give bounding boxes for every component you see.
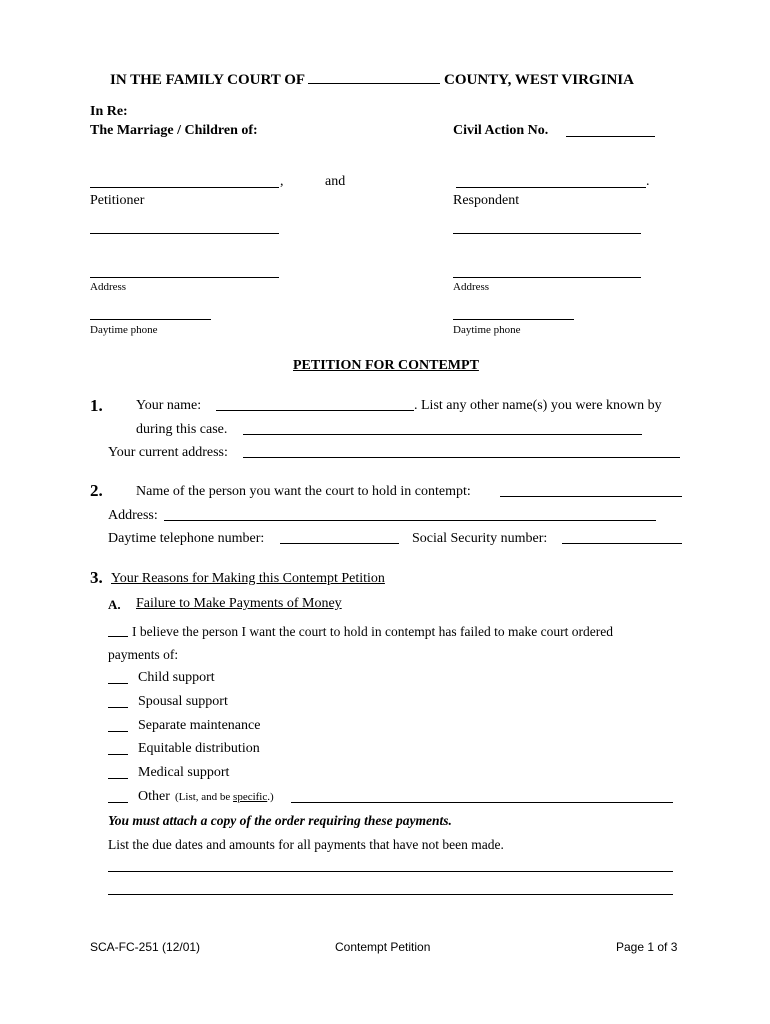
other-label: Other	[138, 789, 170, 804]
your-name-label: Your name:	[136, 398, 202, 413]
medical-support-label: Medical support	[138, 765, 230, 780]
contempt-address-label: Address:	[108, 508, 158, 523]
ssn-label: Social Security number:	[412, 531, 548, 546]
section-1-number: 1.	[90, 396, 103, 415]
petitioner-name-field[interactable]	[90, 187, 279, 188]
form-id: SCA-FC-251 (12/01)	[90, 940, 201, 954]
other-checkbox[interactable]	[108, 802, 128, 803]
respondent-address-line2[interactable]	[453, 277, 641, 278]
respondent-phone-field[interactable]	[453, 319, 574, 320]
respondent-address-line1[interactable]	[453, 233, 641, 234]
court-prefix: IN THE FAMILY COURT OF	[110, 72, 305, 88]
child-support-label: Child support	[138, 670, 215, 685]
subsection-a-letter: A.	[108, 597, 121, 612]
marriage-label: The Marriage / Children of:	[90, 123, 258, 138]
petitioner-address-line2[interactable]	[90, 277, 279, 278]
section-3-number: 3.	[90, 568, 103, 587]
respondent-address-label: Address	[453, 281, 490, 293]
belief-checkbox[interactable]	[108, 636, 128, 637]
spousal-support-label: Spousal support	[138, 694, 228, 709]
telephone-label: Daytime telephone number:	[108, 531, 265, 546]
equitable-distribution-checkbox[interactable]	[108, 754, 128, 755]
court-heading	[110, 71, 634, 89]
other-field[interactable]	[291, 802, 673, 803]
civil-action-field[interactable]	[566, 136, 655, 137]
respondent-period: .	[646, 174, 650, 189]
petitioner-label: Petitioner	[90, 193, 145, 208]
ssn-field[interactable]	[562, 543, 682, 544]
page-number: Page 1 of 3	[616, 940, 678, 954]
respondent-name-field[interactable]	[456, 187, 646, 188]
court-suffix: COUNTY, WEST VIRGINIA	[444, 72, 634, 88]
equitable-distribution-label: Equitable distribution	[138, 741, 260, 756]
attach-notice: You must attach a copy of the order requiring these payments.	[108, 813, 452, 828]
telephone-field[interactable]	[280, 543, 399, 544]
section-2-number: 2.	[90, 481, 103, 500]
and-label: and	[325, 174, 346, 189]
in-re-label: In Re:	[90, 104, 128, 119]
respondent-phone-label: Daytime phone	[453, 324, 521, 336]
separate-maintenance-label: Separate maintenance	[138, 718, 261, 733]
petitioner-phone-label: Daytime phone	[90, 324, 158, 336]
contempt-person-label: Name of the person you want the court to hold in contempt:	[136, 484, 471, 499]
petition-title: PETITION FOR CONTEMPT	[293, 358, 479, 373]
current-address-label: Your current address:	[108, 445, 228, 460]
medical-support-checkbox[interactable]	[108, 778, 128, 779]
other-instruction	[175, 791, 274, 803]
due-dates-label: List the due dates and amounts for all payments that have not been made.	[108, 837, 504, 852]
spousal-support-checkbox[interactable]	[108, 707, 128, 708]
other-instruction-specific: specific	[233, 791, 268, 803]
contempt-person-field[interactable]	[500, 496, 682, 497]
belief-text-line1: I believe the person I want the court to hold in contempt has failed to make court ordered	[132, 624, 613, 639]
other-instruction-open: (List, and be	[175, 791, 234, 803]
failure-payments-heading: Failure to Make Payments of Money	[136, 596, 342, 611]
belief-text-line2: payments of:	[108, 647, 179, 662]
current-address-field[interactable]	[243, 457, 680, 458]
separate-maintenance-checkbox[interactable]	[108, 731, 128, 732]
petitioner-address-label: Address	[90, 281, 127, 293]
respondent-label: Respondent	[453, 193, 520, 208]
contempt-address-field[interactable]	[164, 520, 656, 521]
petitioner-address-line1[interactable]	[90, 233, 279, 234]
during-case-label: during this case.	[136, 422, 228, 437]
civil-action-label: Civil Action No.	[453, 123, 549, 138]
other-instruction-close: .)	[267, 791, 274, 803]
petitioner-comma: ,	[280, 174, 284, 189]
other-names-label: . List any other name(s) you were known by	[414, 398, 662, 413]
due-dates-line-1[interactable]	[108, 871, 673, 872]
form-name: Contempt Petition	[335, 940, 431, 954]
reasons-heading: Your Reasons for Making this Contempt Petition	[111, 571, 385, 586]
petitioner-phone-field[interactable]	[90, 319, 211, 320]
due-dates-line-2[interactable]	[108, 894, 673, 895]
your-name-field[interactable]	[216, 410, 414, 411]
other-names-field[interactable]	[243, 434, 642, 435]
child-support-checkbox[interactable]	[108, 683, 128, 684]
county-field[interactable]	[308, 71, 440, 84]
